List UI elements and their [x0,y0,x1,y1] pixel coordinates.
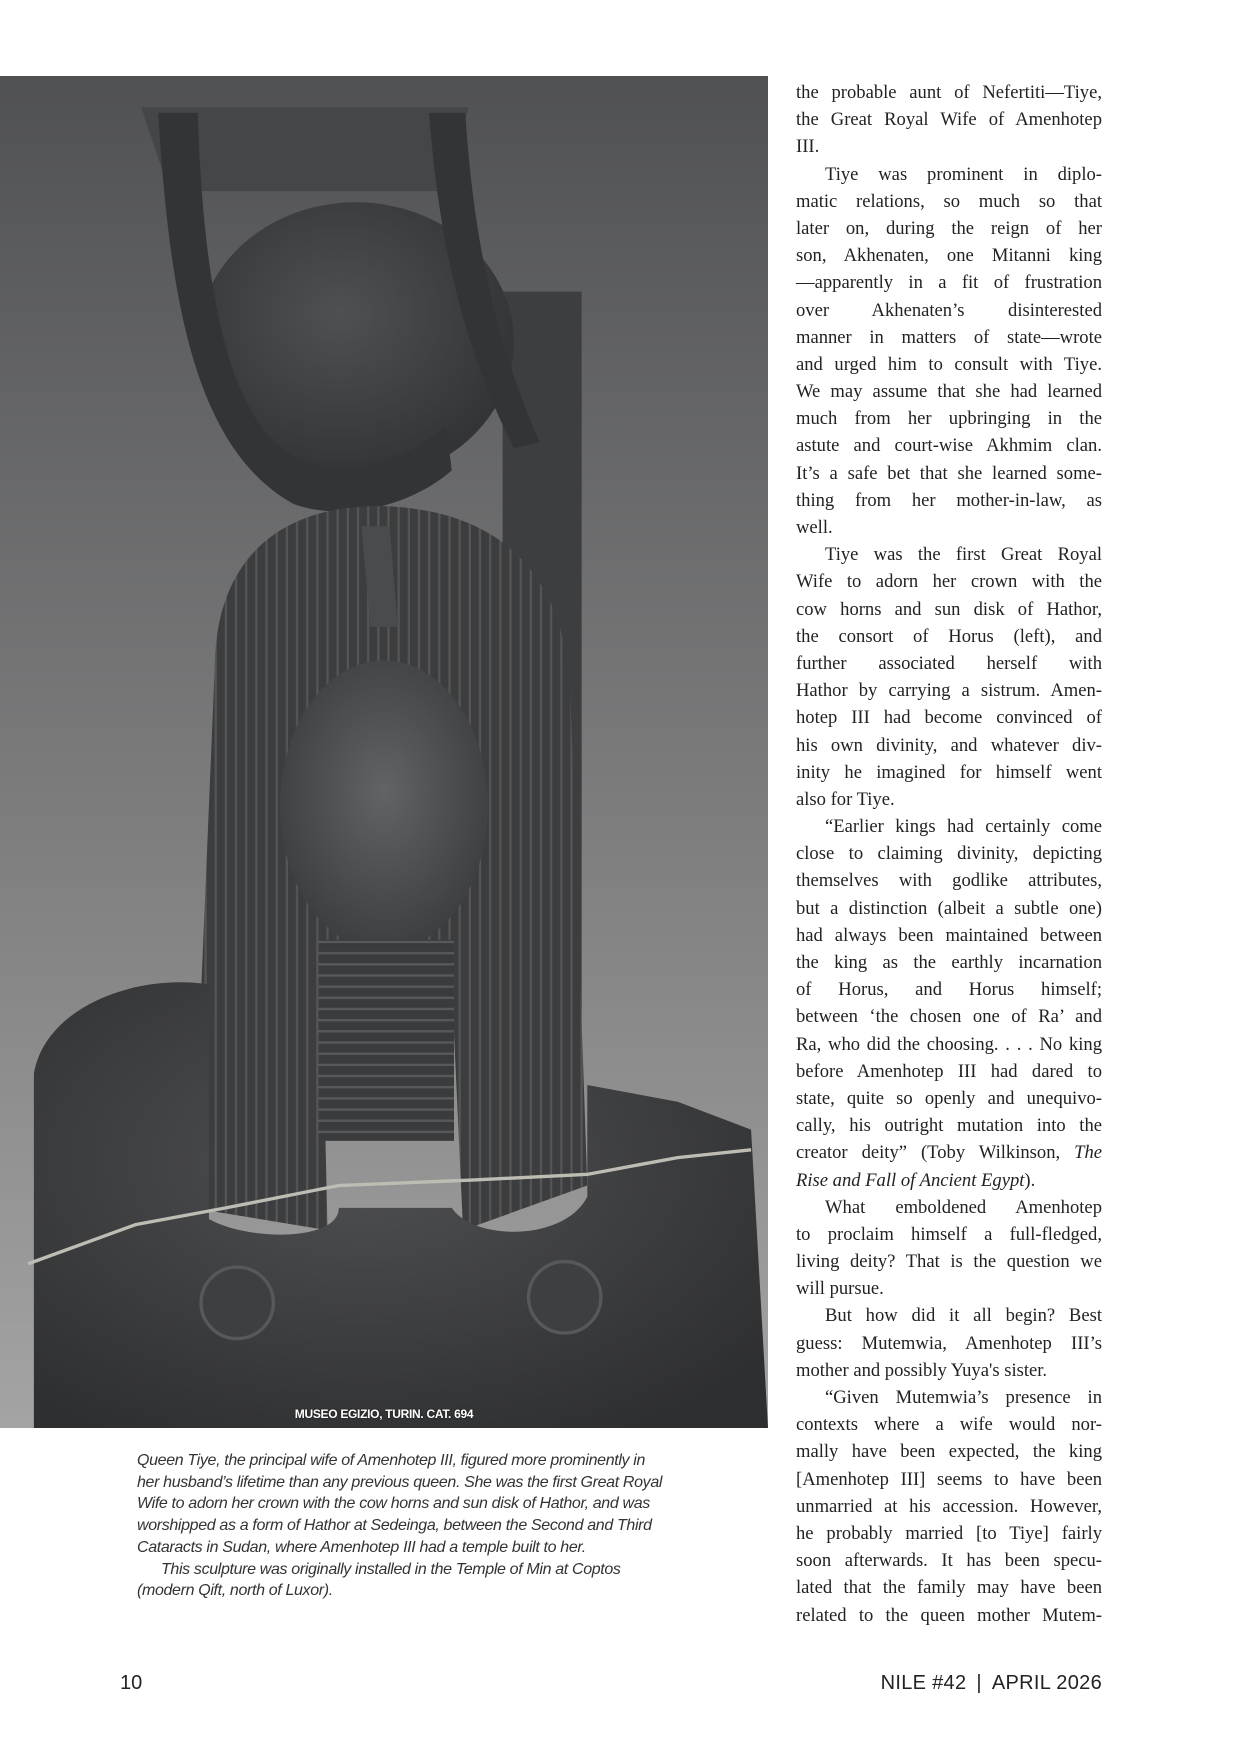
text-line: also for Tiye. [796,788,895,810]
text-line: mother and possibly Yuya's sister. [796,1359,1048,1381]
text-line: thing from her mother-in-law, as [796,489,1102,511]
book-title: Rise and Fall of Ancient Egypt [796,1169,1025,1191]
paragraph [796,79,1102,161]
text-line: he probably married [to Tiye] fairly [796,1522,1102,1544]
paragraph [796,161,1102,542]
text-line: soon afterwards. It has been specu- [796,1550,1102,1572]
text-line: Tiye was the first Great Royal [825,544,1102,566]
text-line: between ‘the chosen one of Ra’ and [796,1006,1102,1028]
caption-line: Queen Tiye, the principal wife of Amenhotep III, figured more prominently in [137,1452,646,1469]
text-line: son, Akhenaten, one Mitanni king [796,245,1102,267]
text-line: and urged him to consult with Tiye. [796,353,1102,375]
text-line: close to claiming divinity, depicting [796,843,1102,865]
text-line: hotep III had become convinced of [796,707,1102,729]
text-line: over Akhenaten’s disinterested [796,299,1102,321]
text-line: Tiye was prominent in diplo- [825,163,1102,185]
footer-separator: | [976,1672,982,1694]
text-line: inity he imagined for himself went [796,761,1102,783]
paragraph [796,541,1102,813]
text-line: guess: Mutemwia, Amenhotep III’s [796,1332,1102,1354]
magazine-issue: NILE #42 [880,1672,967,1694]
text-line: contexts where a wife would nor- [796,1414,1102,1436]
text-line: much from her upbringing in the [796,408,1102,430]
caption-line: (modern Qift, north of Luxor). [137,1582,333,1600]
text-line: themselves with godlike attributes, [796,870,1102,892]
statue-photo [0,76,768,1428]
queen-tiye-statue-image [0,76,768,1428]
caption-line: her husband’s lifetime than any previous queen. She was the first Great Royal [137,1473,663,1491]
text-line: state, quite so openly and unequivo- [796,1087,1102,1109]
text-segment: ). [1024,1169,1036,1191]
text-line: matic relations, so much so that [796,190,1102,212]
text-line: It’s a safe bet that she learned some- [796,462,1102,484]
text-line: but a distinction (albeit a subtle one) [796,897,1102,919]
text-line: well. [796,517,833,538]
paragraph [796,1194,1102,1303]
text-line: lated that the family may have been [796,1577,1102,1599]
text-line: “Earlier kings had certainly come [825,816,1102,838]
text-line: living deity? That is the question we [796,1251,1102,1273]
text-line: cow horns and sun disk of Hathor, [796,598,1102,620]
text-line: “Given Mutemwia’s presence in [825,1387,1102,1408]
text-line: his own divinity, and whatever div- [796,734,1102,756]
caption-line: worshipped as a form of Hathor at Sedeinga, between the Second and Third [137,1517,652,1535]
paragraph [796,1302,1102,1384]
text-line: the king as the earthly incarnation [796,952,1102,973]
text-line: Wife to adorn her crown with the [796,571,1102,593]
text-line: later on, during the reign of her [796,217,1102,239]
text-line: the probable aunt of Nefertiti—Tiye, [796,82,1102,103]
text-line: But how did it all begin? Best [825,1305,1102,1327]
text-line: the consort of Horus (left), and [796,625,1102,647]
text-line: Hathor by carrying a sistrum. Amen- [796,680,1102,702]
text-line: to proclaim himself a full-fledged, [796,1223,1102,1245]
text-line: Ra, who did the choosing. . . . No king [796,1033,1102,1055]
page-number: 10 [120,1672,143,1694]
text-line: unmarried at his accession. However, [796,1495,1102,1517]
text-line: will pursue. [796,1278,884,1300]
text-line: of Horus, and Horus himself; [796,979,1102,1001]
text-line: —apparently in a fit of frustration [796,272,1102,294]
text-line: astute and court-wise Akhmim clan. [796,435,1102,457]
paragraph [796,1384,1102,1629]
text-line: had always been maintained between [796,924,1102,946]
paragraph [796,813,1102,1194]
text-line: before Amenhotep III had dared to [796,1060,1102,1082]
photo-credit: MUSEO EGIZIO, TURIN. CAT. 694 [294,1407,474,1421]
caption-line: This sculpture was originally installed in the Temple of Min at Coptos [161,1560,621,1578]
text-segment: creator deity” (Toby Wilkinson, [796,1142,1075,1164]
text-line [796,1139,1102,1166]
book-title: The [1074,1142,1102,1164]
text-line: the Great Royal Wife of Amenhotep [796,109,1102,131]
text-line: mally have been expected, the king [796,1441,1102,1463]
article-body [796,79,1102,1629]
text-line: further associated herself with [796,652,1102,674]
caption-line: Cataracts in Sudan, where Amenhotep III had a temple built to her. [137,1538,586,1556]
text-line: We may assume that she had learned [796,381,1102,403]
text-line [796,1167,1102,1194]
caption-line: Wife to adorn her crown with the cow horns and sun disk of Hathor, and was [137,1495,650,1513]
issue-date: APRIL 2026 [991,1672,1102,1694]
text-line: What emboldened Amenhotep [825,1196,1102,1218]
issue-info [881,1672,1102,1695]
text-line: III. [796,136,820,158]
photo-caption [137,1450,757,1602]
text-line: related to the queen mother Mutem- [796,1604,1102,1626]
text-line: [Amenhotep III] seems to have been [796,1468,1102,1490]
text-line: cally, his outright mutation into the [796,1115,1102,1137]
text-line: manner in matters of state—wrote [796,326,1102,348]
